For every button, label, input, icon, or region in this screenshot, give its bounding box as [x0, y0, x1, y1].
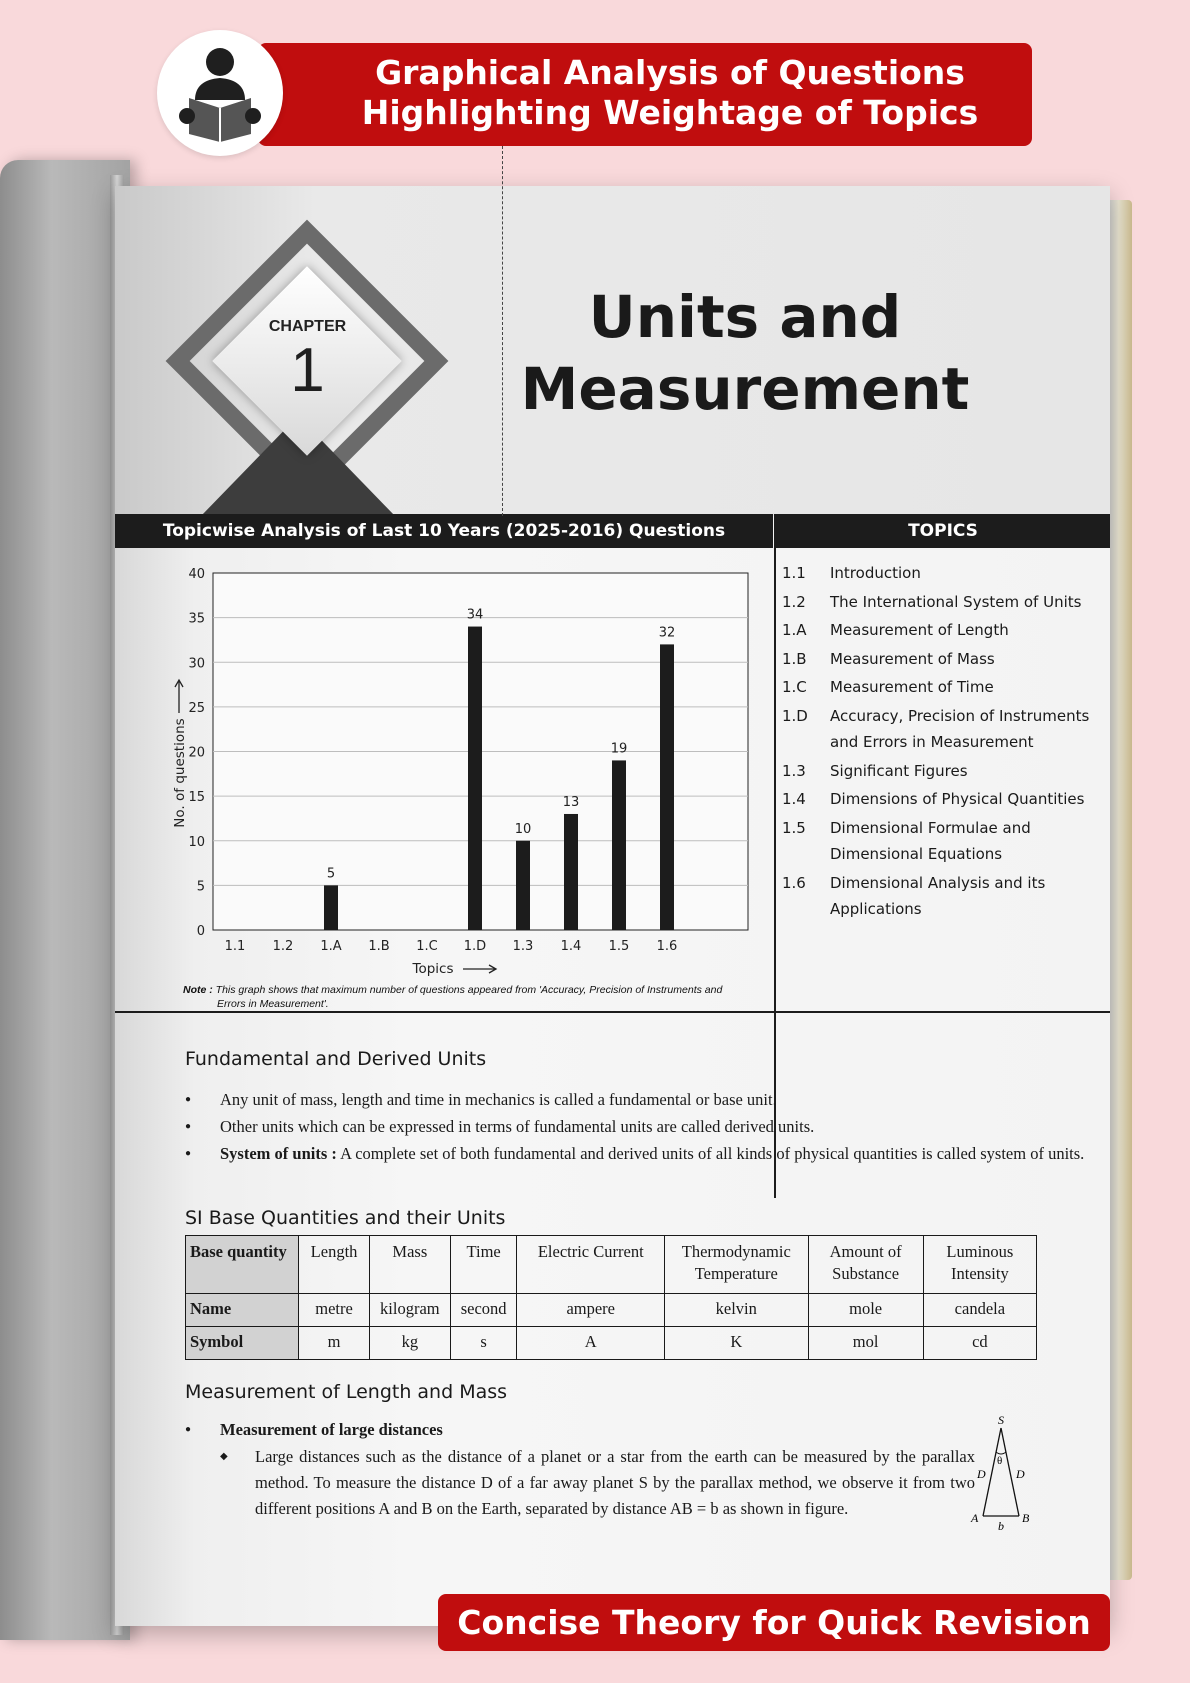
- y-tick-label: 40: [188, 567, 205, 582]
- y-tick-label: 25: [188, 700, 205, 716]
- row-header: Symbol: [186, 1327, 299, 1360]
- label-d-right: D: [1016, 1467, 1025, 1481]
- section-heading-fundamental-units: Fundamental and Derived Units: [185, 1048, 487, 1070]
- x-tick-label: 1.A: [320, 939, 342, 954]
- table-cell: kg: [369, 1327, 450, 1360]
- topic-number: 1.B: [782, 649, 807, 668]
- topic-label: The International System of Units: [830, 592, 1082, 611]
- table-cell: Luminous Intensity: [923, 1236, 1036, 1294]
- table-cell: mol: [808, 1327, 923, 1360]
- topic-item: [782, 646, 1104, 673]
- section-divider: [115, 1011, 1110, 1013]
- table-cell: Time: [450, 1236, 517, 1294]
- topic-item: [782, 758, 1104, 785]
- row-header: Base quantity: [186, 1236, 299, 1294]
- x-tick-label: 1.2: [272, 939, 294, 954]
- data-label: 10: [514, 821, 532, 837]
- topic-number: 1.5: [782, 818, 806, 837]
- topic-number: 1.3: [782, 761, 806, 780]
- data-label: 34: [466, 607, 484, 623]
- label-s: S: [998, 1413, 1004, 1427]
- bar: [324, 885, 338, 930]
- y-tick-label: 35: [188, 611, 205, 627]
- topic-label: Measurement of Length: [830, 621, 1009, 639]
- top-banner: [258, 43, 1032, 146]
- data-label: 5: [326, 866, 336, 882]
- x-tick-label: 1.4: [560, 939, 582, 954]
- banner-line1: Graphical Analysis of Questions: [375, 53, 965, 92]
- topic-number: 1.1: [782, 564, 806, 582]
- chapter-title: [520, 281, 970, 425]
- x-tick-label: 1.C: [416, 939, 438, 954]
- x-tick-label: 1.3: [512, 939, 534, 954]
- table-cell: A: [517, 1327, 665, 1360]
- y-tick-label: 30: [188, 656, 205, 672]
- y-tick-label: 5: [196, 879, 205, 895]
- y-tick-label: 0: [196, 924, 205, 939]
- table-cell: m: [299, 1327, 370, 1360]
- topic-number: 1.2: [782, 592, 806, 611]
- table-cell: cd: [923, 1327, 1036, 1360]
- bar: [612, 760, 626, 930]
- list-item: ● Measurement of large distances: [185, 1416, 1085, 1444]
- topic-item: [782, 560, 1104, 587]
- chapter-title-line1: Units and: [588, 283, 902, 351]
- x-tick-label: 1.5: [608, 939, 630, 954]
- table-cell: ampere: [517, 1294, 665, 1327]
- label-b: B: [1022, 1511, 1030, 1525]
- x-tick-label: 1.1: [224, 939, 246, 954]
- label-theta: θ: [997, 1455, 1003, 1467]
- section-heading-si-base: SI Base Quantities and their Units: [185, 1207, 506, 1229]
- table-cell: metre: [299, 1294, 370, 1327]
- note-text: This graph shows that maximum number of questions appeared from 'Accuracy, Precision of Instruments and: [215, 984, 723, 996]
- topic-number: 1.C: [782, 678, 807, 696]
- x-axis-label: Topics: [412, 961, 454, 977]
- table-cell: Thermodynamic Temperature: [665, 1236, 809, 1294]
- topic-label: Measurement of Mass: [830, 649, 995, 668]
- table-cell: mole: [808, 1294, 923, 1327]
- bar: [516, 841, 530, 930]
- table-cell: s: [450, 1327, 517, 1360]
- topic-label: Significant Figures: [830, 761, 968, 780]
- row-header: Name: [186, 1294, 299, 1327]
- data-label: 13: [562, 794, 580, 810]
- y-axis-label: No. of questions: [172, 718, 188, 828]
- table-cell: kelvin: [665, 1294, 809, 1327]
- topic-label: Measurement of Time: [830, 678, 994, 696]
- y-tick-label: 10: [188, 834, 205, 850]
- list-item: ● Any unit of mass, length and time in mechanics is called a fundamental or base unit.: [185, 1086, 1085, 1113]
- bold-term: System of units :: [220, 1144, 337, 1163]
- angle-arc: [996, 1452, 1006, 1454]
- list-item: ● Other units which can be expressed in terms of fundamental units are called derived units.: [185, 1113, 1085, 1140]
- topic-item: [782, 786, 1104, 813]
- chapter-title-line2: Measurement: [520, 355, 970, 423]
- bottom-banner: Concise Theory for Quick Revision: [438, 1594, 1110, 1651]
- note-label: Note :: [183, 984, 213, 996]
- topic-label: Dimensions of Physical Quantities: [830, 790, 1085, 808]
- topic-item: [782, 674, 1104, 701]
- line-sa: [983, 1428, 1001, 1516]
- topic-number: 1.A: [782, 621, 807, 639]
- chart-note: [183, 983, 778, 1011]
- chapter-number: 1: [290, 336, 325, 405]
- table-cell: second: [450, 1294, 517, 1327]
- length-mass-content: [185, 1416, 1085, 1522]
- table-row: [186, 1294, 1037, 1327]
- topic-item: [782, 617, 1104, 644]
- reader-icon: [175, 42, 265, 142]
- parallax-paragraph: ◆ Large distances such as the distance of a planet or a star from the earth can be measured by the parallax method. To measure the distance D of a far away planet S by the parallax method, we observe it from two different positions A and B on the Earth, separated by distance AB = b as shown in figure.: [185, 1444, 975, 1522]
- topic-label: Accuracy, Precision of Instruments and Errors in Measurement: [830, 706, 1090, 751]
- topic-item: [782, 589, 1104, 616]
- topic-item: [782, 870, 1104, 923]
- bar: [660, 644, 674, 930]
- connector-line: [502, 146, 503, 516]
- table-row: [186, 1327, 1037, 1360]
- graph-header: Topicwise Analysis of Last 10 Years (2025-2016) Questions: [115, 514, 773, 548]
- x-tick-label: 1.6: [656, 939, 678, 954]
- topics-header: TOPICS: [776, 514, 1110, 548]
- book-page-edges: [1108, 200, 1132, 1580]
- label-d-left: D: [977, 1467, 986, 1481]
- parallax-figure: [961, 1412, 1041, 1532]
- topic-item: [782, 815, 1104, 868]
- x-tick-label: 1.B: [368, 939, 390, 954]
- book-page: [115, 186, 1110, 1626]
- section-heading-length-mass: Measurement of Length and Mass: [185, 1381, 508, 1403]
- table-cell: Mass: [369, 1236, 450, 1294]
- y-tick-label: 20: [188, 745, 205, 761]
- topic-item: [782, 703, 1104, 756]
- banner-line2: Highlighting Weightage of Topics: [361, 93, 979, 132]
- x-tick-label: 1.D: [463, 939, 487, 954]
- data-label: 19: [610, 741, 628, 757]
- fundamental-units-list: [185, 1086, 1085, 1167]
- topic-number: 1.4: [782, 790, 806, 808]
- topic-number: 1.D: [782, 706, 808, 725]
- table-cell: Length: [299, 1236, 370, 1294]
- label-a: A: [971, 1511, 979, 1525]
- si-units-table: [185, 1235, 1037, 1360]
- bar: [468, 627, 482, 930]
- data-label: 32: [658, 625, 676, 641]
- table-cell: kilogram: [369, 1294, 450, 1327]
- topic-number: 1.6: [782, 873, 806, 892]
- table-cell: Amount of Substance: [808, 1236, 923, 1294]
- table-cell: Electric Current: [517, 1236, 665, 1294]
- table-cell: K: [665, 1327, 809, 1360]
- topicwise-bar-chart: [165, 558, 765, 977]
- table-cell: candela: [923, 1294, 1036, 1327]
- note-text-continued: Errors in Measurement'.: [217, 998, 329, 1010]
- topics-list: [782, 560, 1104, 925]
- topic-label: Introduction: [830, 564, 921, 582]
- chapter-label: CHAPTER: [268, 318, 347, 335]
- list-item: [185, 1140, 1085, 1167]
- bar: [564, 814, 578, 930]
- definition-text: A complete set of both fundamental and derived units of all kinds of physical quantities is called system of units.: [336, 1144, 1085, 1163]
- reader-badge: [157, 30, 283, 156]
- label-small-b: b: [998, 1519, 1004, 1533]
- table-row: [186, 1236, 1037, 1294]
- topic-label: Dimensional Analysis and its Applications: [830, 873, 1046, 918]
- y-tick-label: 15: [188, 790, 205, 806]
- topic-label: Dimensional Formulae and Dimensional Equations: [830, 818, 1031, 863]
